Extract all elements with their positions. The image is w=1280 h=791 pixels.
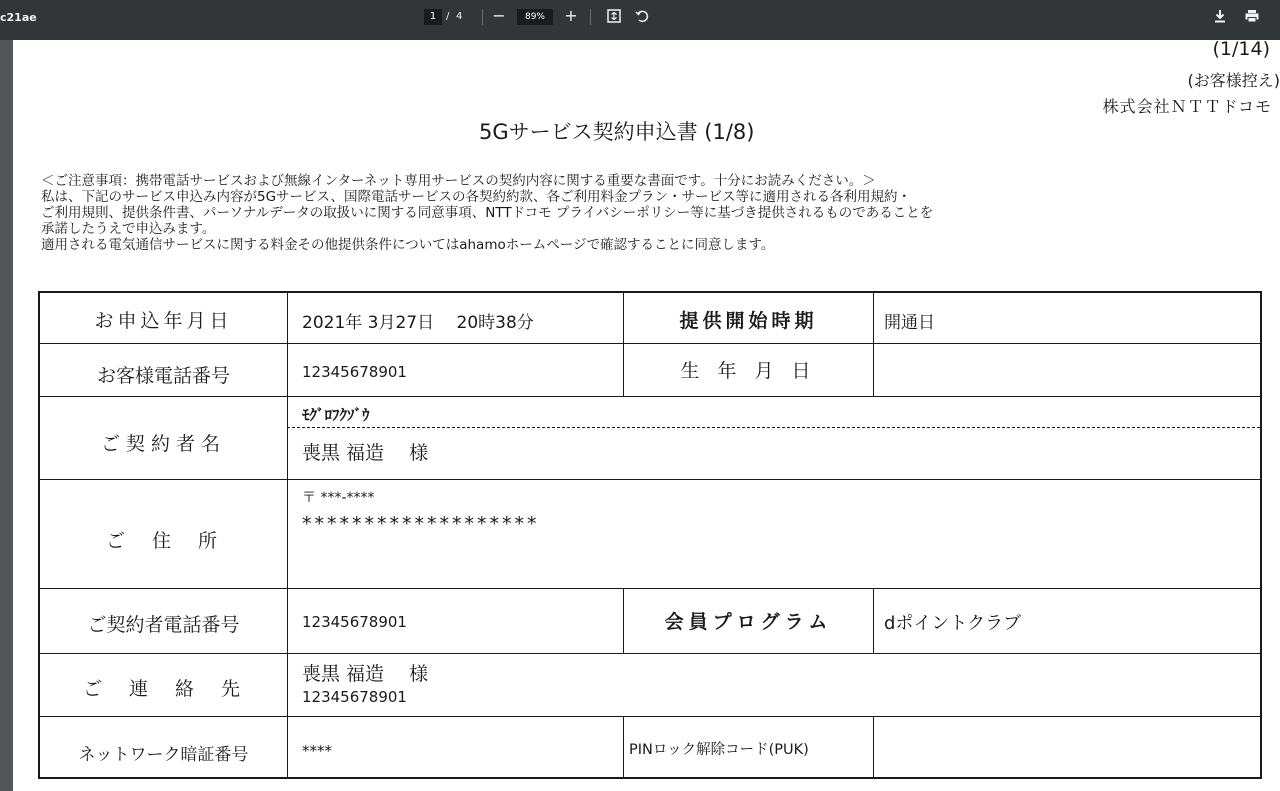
puk-label: PINロック解除コード(PUK) <box>629 742 809 758</box>
address-label: ご 住 所 <box>105 530 221 552</box>
pdf-page <box>13 40 1280 791</box>
toolbar-divider <box>590 9 591 25</box>
notice-line: 適用される電気通信サービスに関する料金その他提供条件についてはahamoホームページで確認することに同意します。 <box>41 237 775 253</box>
row-divider <box>40 396 1260 397</box>
notice-line: 私は、下記のサービス申込み内容が5Gサービス、国際電話サービスの各契約約款、各ご利用料金プラン・サービス等に適用される各利用規約・ <box>41 189 911 205</box>
print-button[interactable] <box>1242 6 1262 26</box>
start-period-value: 開通日 <box>884 313 935 333</box>
total-pages: 4 <box>456 11 463 22</box>
row-divider <box>40 653 1260 654</box>
zoom-in-button[interactable]: + <box>564 6 578 25</box>
notice-line: 承諾したうえで申込みます。 <box>41 221 216 237</box>
column-divider <box>287 293 288 777</box>
notice-line: ご利用規則、提供条件書、パーソナルデータの取扱いに関する同意事項、NTTドコモ プライバシーポリシー等に基づき提供されるものであることを <box>41 205 934 221</box>
customer-phone-label: お客様電話番号 <box>96 365 230 387</box>
download-button[interactable] <box>1210 6 1230 26</box>
fit-to-page-icon <box>606 8 622 24</box>
toolbar-divider <box>482 9 483 25</box>
notice-line: ＜ご注意事項：携帯電話サービスおよび無線インターネット専用サービスの契約内容に関する重要な書面です。十分にお読みください。＞ <box>41 173 876 189</box>
page-separator: / <box>446 11 450 22</box>
contractor-phone-value: 12345678901 <box>302 613 407 631</box>
document-title: c21ae <box>0 11 37 24</box>
viewer-margin <box>0 40 13 791</box>
row-divider <box>40 588 1260 589</box>
contractor-name-kana: ﾓｸﾞﾛﾌｸｿﾞｳ <box>302 406 370 424</box>
column-divider <box>873 293 874 396</box>
zoom-out-button[interactable]: − <box>492 6 506 25</box>
application-form-table <box>38 291 1262 779</box>
member-program-value: dポイントクラブ <box>884 613 1022 634</box>
start-period-label: 提供開始時期 <box>679 310 818 332</box>
contact-name: 喪黒 福造 様 <box>302 663 429 685</box>
contractor-name-value: 喪黒 福造 様 <box>302 442 429 464</box>
application-date-value: 2021年 3月27日 20時38分 <box>302 313 534 333</box>
customer-phone-value: 12345678901 <box>302 363 407 381</box>
contact-phone: 12345678901 <box>302 688 407 706</box>
contact-label: ご 連 絡 先 <box>82 678 244 700</box>
contractor-name-label: ご契約者名 <box>100 433 226 455</box>
column-divider <box>873 716 874 777</box>
company-name: 株式会社ＮＴＴドコモ <box>1102 97 1272 116</box>
address-value: ******************* <box>302 513 540 535</box>
rotate-button[interactable] <box>632 6 652 26</box>
postal-code: 〒 ***-**** <box>302 490 375 506</box>
pdf-viewer-toolbar <box>0 0 1280 40</box>
zoom-level-input[interactable]: 89% <box>517 9 553 25</box>
network-pin-value: **** <box>302 742 332 760</box>
download-icon <box>1213 8 1227 24</box>
copy-label: (お客様控え) <box>1187 71 1280 90</box>
print-icon <box>1244 8 1260 24</box>
notice-text <box>41 173 1241 253</box>
current-page-input[interactable]: 1 <box>424 9 442 25</box>
column-divider <box>623 716 624 777</box>
column-divider <box>873 588 874 653</box>
kana-divider <box>287 427 1260 428</box>
row-divider <box>40 716 1260 717</box>
rotate-icon <box>634 8 650 24</box>
row-divider <box>40 479 1260 480</box>
row-divider <box>40 343 1260 344</box>
birth-date-label: 生 年 月 日 <box>680 360 817 382</box>
page-number: (1/14) <box>1212 40 1270 60</box>
network-pin-label: ネットワーク暗証番号 <box>78 745 249 765</box>
application-date-label: お申込年月日 <box>94 310 233 332</box>
contractor-phone-label: ご契約者電話番号 <box>87 614 240 636</box>
document-heading: 5Gサービス契約申込書 (1/8) <box>479 120 755 144</box>
member-program-label: 会員プログラム <box>664 611 833 633</box>
fit-to-page-button[interactable] <box>604 6 624 26</box>
